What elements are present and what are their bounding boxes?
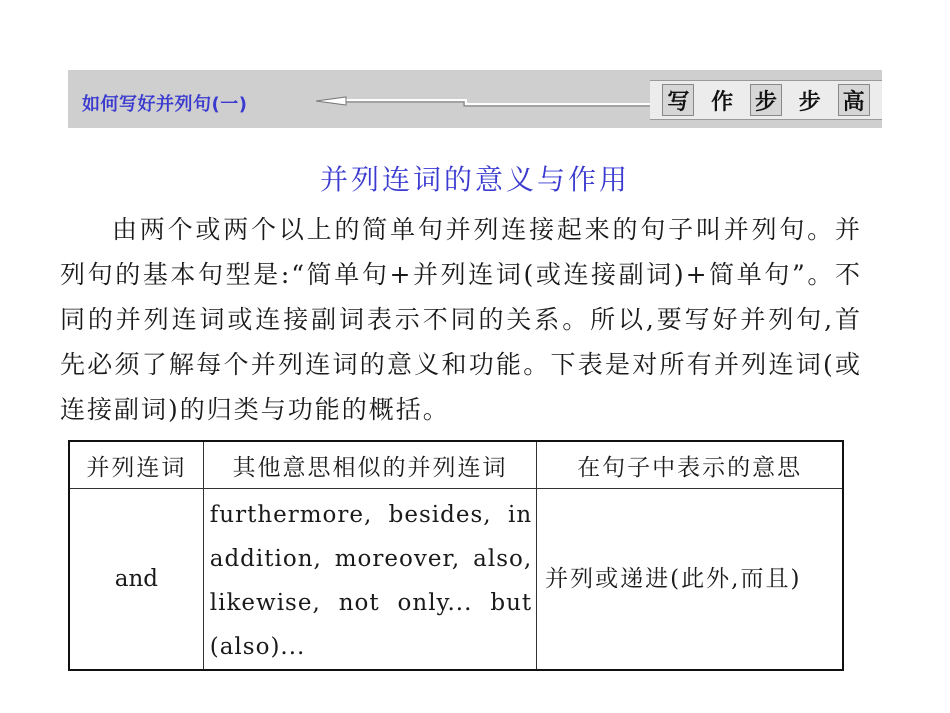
badge-char: 步 [798,88,821,115]
intro-paragraph: 由两个或两个以上的简单句并列连接起来的句子叫并列句。并列句的基本句型是:“简单句+并列连词(或连接副词)+简单句”。不同的并列连词或连接副词表示不同的关系。所以,要写好并列句,首先必须了解每个并列连词的意义和功能。下表是对所有并列连词(或连接副词)的归类与功能的概括。 [60,215,862,424]
badge-char: 作 [711,88,734,115]
header-similar: 其他意思相似的并列连词 [203,441,536,489]
cell-similar: furthermore, besides, in addition, moreover, also, likewise, not only... but (also)... [203,489,536,671]
conjunction-table [68,440,844,671]
table-header-row [69,441,843,489]
header-conjunction: 并列连词 [69,441,203,489]
badge-char: 步 [750,84,782,116]
banner-title: 如何写好并列句(一) [82,94,248,115]
header-meaning: 在句子中表示的意思 [537,441,843,489]
arrow-left-icon [316,94,654,110]
writing-badge [650,80,882,120]
cell-meaning: 并列或递进(此外,而且) [537,489,843,671]
table-row [69,489,843,671]
cell-conjunction: and [69,489,203,671]
badge-char: 写 [662,84,694,116]
badge-char: 高 [838,84,870,116]
section-heading: 并列连词的意义与作用 [319,163,630,196]
section-banner [68,70,882,128]
